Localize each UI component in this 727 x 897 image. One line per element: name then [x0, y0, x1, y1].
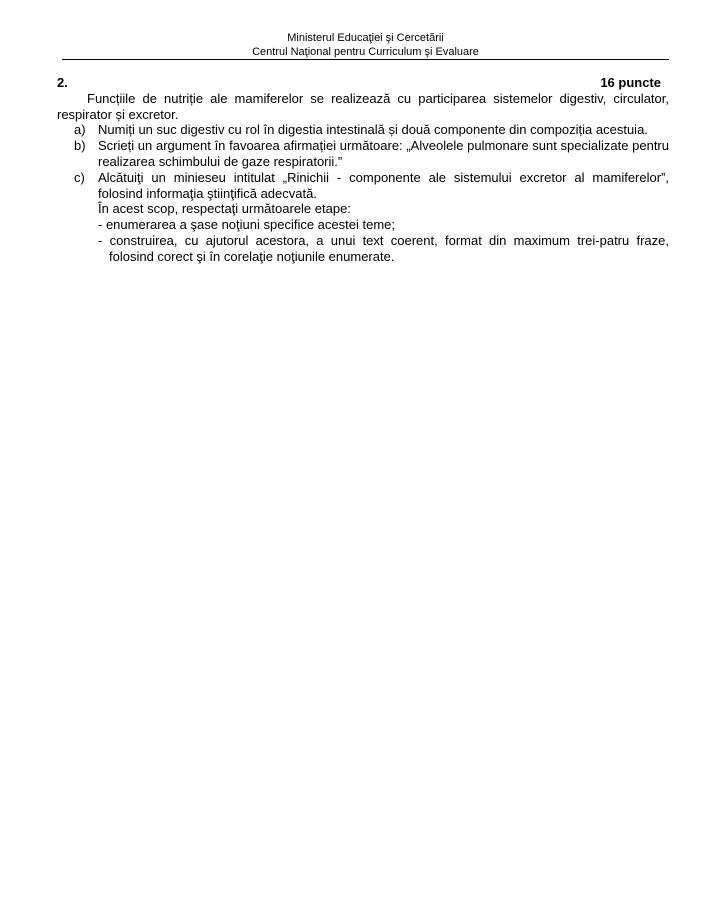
- ministry-name: Ministerul Educaţiei şi Cercetării: [287, 32, 444, 44]
- item-points: 16 puncte: [600, 75, 661, 90]
- task-letter: b): [74, 138, 86, 154]
- task-c: [74, 170, 669, 202]
- task-text: Numiți un suc digestiv cu rol în digestia intestinală și două componente din compoziția acestuia.: [98, 122, 648, 138]
- document-header: [62, 31, 669, 59]
- task-text: Scrieți un argument în favoarea afirmației următoare: „Alveolele pulmonare sunt specializate pentru realizarea schimbului de gaze respiratorii.”: [98, 138, 669, 169]
- task-b: [74, 138, 669, 170]
- item-number: 2.: [57, 75, 68, 90]
- center-name: Centrul Naţional pentru Curriculum şi Evaluare: [252, 46, 479, 58]
- step-one: - enumerarea a şase noţiuni specifice acestei teme;: [98, 217, 395, 233]
- exam-item: [57, 75, 669, 265]
- task-text: Alcătuiţi un minieseu intitulat „Rinichii - componente ale sistemului excretor al mamiferelor”, folosind informaţia ştiinţifică adecvată.: [98, 169, 669, 201]
- header-divider: [62, 59, 669, 60]
- item-intro: Funcțiile de nutriție ale mamiferelor se realizează cu participarea sistemelor digestiv, circulator, respirator și excretor.: [57, 90, 669, 122]
- task-letter: a): [74, 122, 86, 138]
- item-heading: [57, 75, 669, 91]
- task-letter: c): [74, 169, 85, 185]
- steps-intro: În acest scop, respectaţi următoarele etape:: [98, 201, 351, 217]
- step-two: - construirea, cu ajutorul acestora, a unui text coerent, format din maximum trei-patru fraze, folosind corect şi în corelaţie noţiunile enumerate.: [98, 232, 669, 264]
- task-a: [74, 122, 669, 138]
